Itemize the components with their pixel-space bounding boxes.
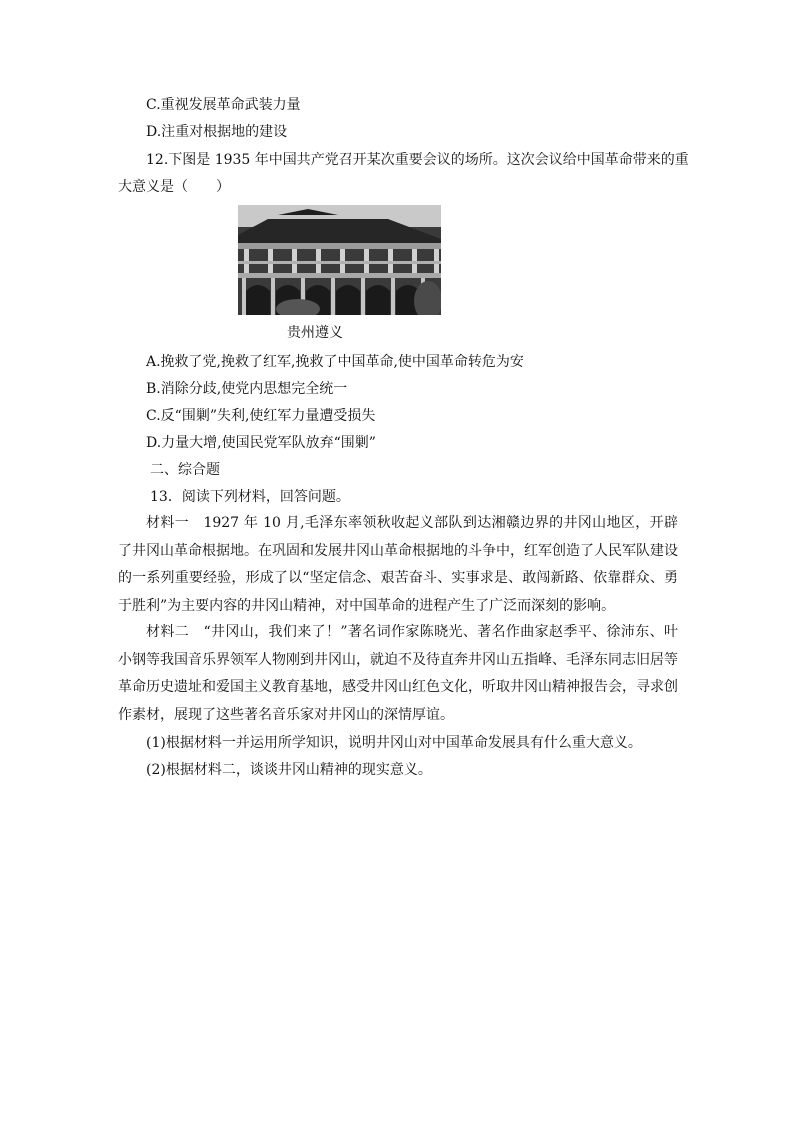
q13-sub-question-1: (1)根据材料一并运用所学知识，说明井冈山对中国革命发展具有什么重大意义。 <box>146 735 642 751</box>
q11-option-c: C.重视发展革命武装力量 <box>146 97 301 113</box>
q12-option-a: A.挽救了党,挽救了红军,挽救了中国革命,使中国革命转危为安 <box>146 354 524 370</box>
q12-stem-line1: 12.下图是 1935 年中国共产党召开某次重要会议的场所。这次会议给中国革命带来的重 <box>146 152 689 168</box>
section-heading: 二、综合题 <box>150 462 220 478</box>
zunyi-building-photo <box>238 205 441 315</box>
q13-sub-question-2: (2)根据材料二，谈谈井冈山精神的现实意义。 <box>146 762 432 778</box>
q13-stem: 13．阅读下列材料，回答问题。 <box>150 489 350 505</box>
photo-caption: 贵州遵义 <box>287 325 343 341</box>
q11-option-d: D.注重对根据地的建设 <box>146 124 288 140</box>
q13-material-2: 材料二 “井冈山，我们来了！”著名词作家陈晓光、著名作曲家赵季平、徐沛东、叶小钢等我国音乐界领军人物刚到井冈山，就迫不及待直奔井冈山五指峰、毛泽东同志旧居等革命历史遗址和爱国主义教育基地，感受井冈山红色文化，听取井冈山精神报告会，寻求创作素材，展现了这些著名音乐家对井冈山的深情厚谊。 <box>118 624 678 723</box>
q12-stem-line2: 大意义是（ ） <box>118 179 230 195</box>
q13-material-1: 材料一 1927 年 10 月,毛泽东率领秋收起义部队到达湘赣边界的井冈山地区，开辟了井冈山革命根据地。在巩固和发展井冈山革命根据地的斗争中，红军创造了人民军队建设的一系列重要经验，形成了以“坚定信念、艰苦奋斗、实事求是、敢闯新路、依靠群众、勇于胜利”为主要内容的井冈山精神，对中国革命的进程产生了广泛而深刻的影响。 <box>118 515 678 614</box>
q12-option-d: D.力量大增,使国民党军队放弃“围剿” <box>146 435 376 451</box>
q12-option-c: C.反“围剿”失利,使红军力量遭受损失 <box>146 408 376 424</box>
q12-option-b: B.消除分歧,使党内思想完全统一 <box>146 381 348 397</box>
